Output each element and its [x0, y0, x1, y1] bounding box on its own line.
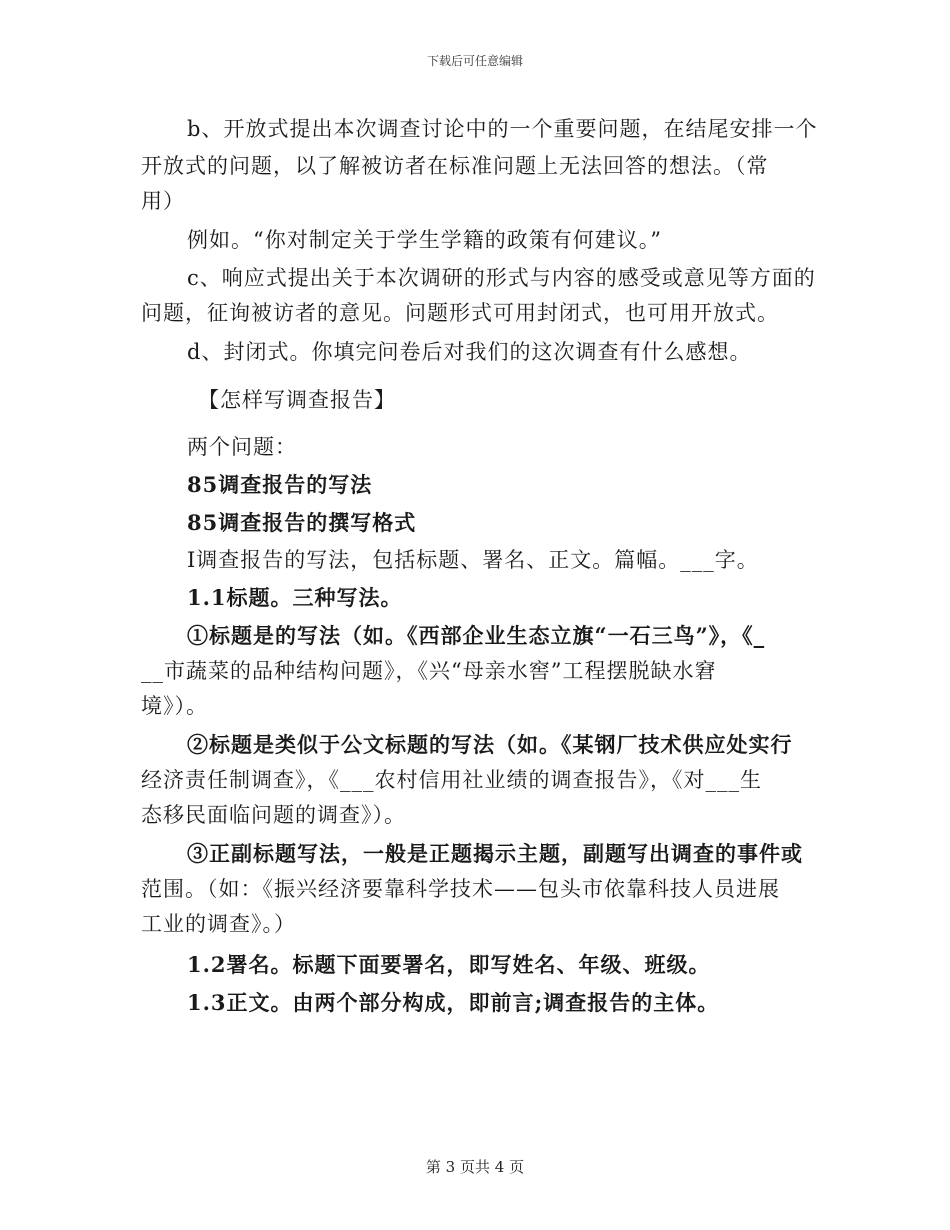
paragraph-line: ③正副标题写法，一般是正题揭示主题，副题写出调查的事件或 [187, 841, 803, 866]
paragraph-line: ①标题是的写法（如。《西部企业生态立旗“一石三鸟”》，《_ [187, 623, 766, 648]
bold-heading: 1.3正文。由两个部分构成，即前言;调查报告的主体。 [187, 990, 720, 1015]
paragraph-line: 范围。（如：《振兴经济要靠科学技术——包头市依靠科技人员进展 [141, 877, 780, 901]
bold-heading: 1.1标题。三种写法。 [187, 585, 403, 610]
paragraph-line: 例如。“你对制定关于学生学籍的政策有何建议。” [187, 228, 662, 252]
paragraph-line: Ⅰ调查报告的写法，包括标题、署名、正文。篇幅。___字。 [187, 548, 759, 572]
page-header: 下载后可任意编辑 [426, 54, 523, 68]
paragraph-line: 态移民面临问题的调查》）。 [141, 803, 406, 827]
page-footer: 第 3 页共 4 页 [425, 1158, 525, 1176]
bold-heading: 85调查报告的撰写格式 [187, 510, 417, 535]
paragraph-line: c、响应式提出关于本次调研的形式与内容的感受或意见等方面的 [187, 266, 816, 290]
paragraph-line: 工业的调查》。） [141, 912, 296, 936]
paragraph-line: ②标题是类似于公文标题的写法（如。《某钢厂技术供应处实行 [187, 732, 793, 757]
paragraph-line: __市蔬菜的品种结构问题》，《兴“母亲水窖”工程摆脱缺水窘 [141, 659, 717, 683]
section-heading: 【怎样写调查报告】 [198, 388, 396, 412]
bold-heading: 85调查报告的写法 [187, 472, 373, 497]
paragraph-line: 经济责任制调查》，《___农村信用社业绩的调查报告》，《对___生 [141, 768, 762, 792]
paragraph-line: 问题，征询被访者的意见。问题形式可用封闭式，也可用开放式。 [141, 301, 779, 325]
paragraph-line: 用） [141, 189, 185, 213]
paragraph-line: 开放式的问题，以了解被访者在标准问题上无法回答的想法。（常 [141, 154, 769, 178]
paragraph-line: d、封闭式。你填完问卷后对我们的这次调查有什么感想。 [187, 340, 752, 364]
bold-heading: 1.2署名。标题下面要署名，即写姓名、年级、班级。 [187, 952, 711, 977]
paragraph-line: 境》）。 [141, 694, 208, 718]
paragraph-line: b、开放式提出本次调查讨论中的一个重要问题，在结尾安排一个 [187, 117, 818, 141]
paragraph-line: 两个问题： [187, 435, 297, 459]
